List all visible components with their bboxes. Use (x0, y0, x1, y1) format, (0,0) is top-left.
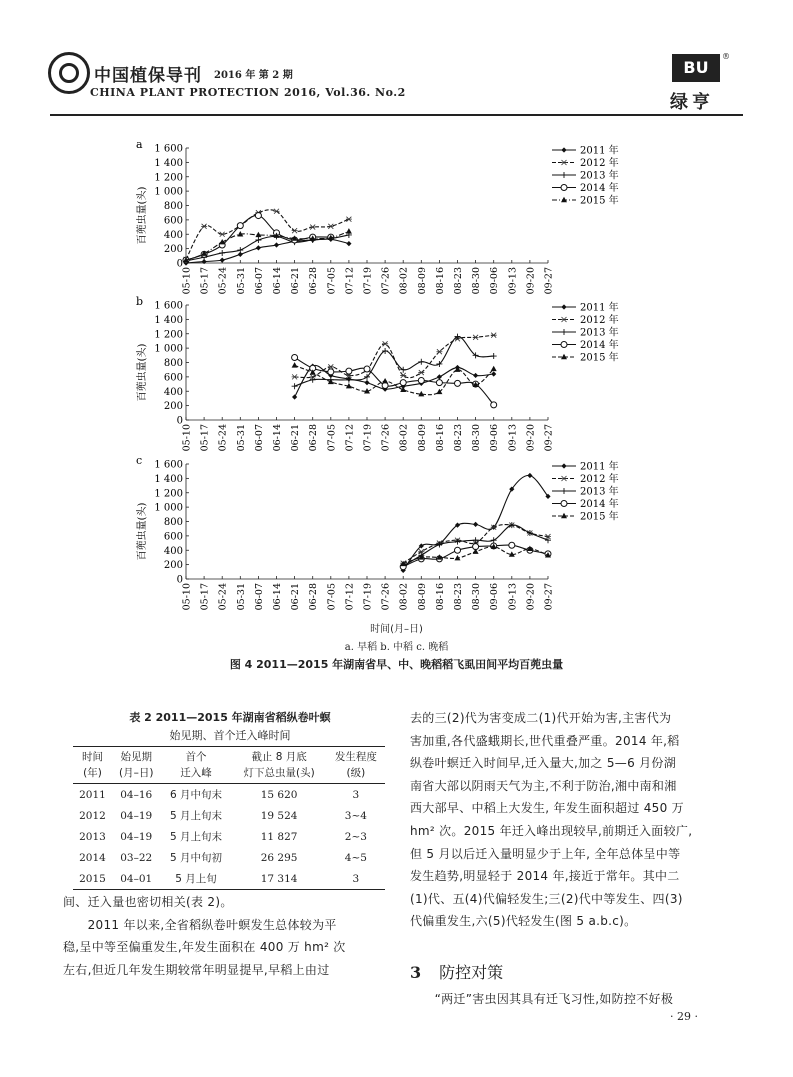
text-line: hm² 次。2015 年迁入峰出现较早,前期迁入面较广, (410, 823, 693, 838)
panel-label: c (136, 454, 143, 467)
x-tick-label: 06-07 (253, 583, 265, 611)
figure-xlabel: 时间(月–日) (370, 624, 423, 635)
table-cell: 2015 (79, 872, 106, 885)
x-tick-label: 06-07 (253, 424, 265, 452)
table-cell: 17 314 (260, 872, 298, 885)
legend-label: 2013 年 (580, 327, 619, 339)
y-tick-label: 400 (163, 386, 183, 398)
y-tick-label: 600 (163, 215, 183, 227)
marker-triangle (491, 366, 497, 371)
y-tick-label: 1 600 (154, 143, 183, 155)
x-tick-label: 09-13 (507, 424, 519, 452)
table-header-line: (月–日) (119, 767, 154, 779)
x-tick-label: 06-28 (308, 583, 320, 611)
x-tick-label: 06-14 (272, 583, 283, 611)
marker-star (328, 224, 334, 229)
table-2 (73, 746, 385, 890)
marker-star (201, 224, 207, 229)
marker-diamond (561, 147, 566, 152)
left-column-text (63, 891, 393, 981)
marker-star (310, 225, 316, 230)
table-cell: 4~5 (344, 851, 367, 864)
marker-plus (561, 329, 567, 335)
marker-plus (561, 172, 567, 178)
marker-star (561, 160, 567, 165)
marker-star (491, 333, 497, 338)
x-tick-label: 05-31 (235, 424, 247, 452)
x-tick-label: 05-10 (181, 267, 193, 295)
marker-diamond (437, 374, 442, 379)
x-tick-label: 07-26 (380, 424, 392, 452)
x-tick-label: 05-17 (199, 267, 211, 295)
marker-circle (455, 380, 461, 386)
table-header-line: (级) (346, 767, 366, 779)
marker-circle (364, 366, 370, 372)
x-tick-label: 07-12 (344, 267, 356, 295)
legend-label: 2013 年 (580, 486, 619, 498)
table-cell: 2011 (79, 788, 106, 801)
table-cell: 5 月上旬 (175, 873, 217, 885)
legend-label: 2012 年 (580, 474, 619, 485)
y-tick-label: 0 (176, 258, 183, 270)
table-header-line: 截止 8 月底 (251, 751, 307, 763)
marker-star (292, 228, 298, 233)
text-line: 西大部早、中稻上大发生, 年发生面积超过 450 万 (410, 801, 684, 816)
table-header-line: 始见期 (120, 751, 152, 763)
section-number: 3 (410, 963, 422, 982)
marker-plus (491, 353, 497, 359)
marker-circle (418, 377, 424, 383)
table-header-line: 首个 (185, 751, 207, 763)
marker-plus (491, 537, 497, 543)
journal-issue: 2016 年 第 2 期 (214, 70, 293, 81)
x-tick-label: 07-05 (326, 267, 338, 295)
marker-star (473, 335, 479, 340)
marker-triangle (346, 228, 352, 233)
text-line: 去的三(2)代为害变成二(1)代开始为害,主害代为 (410, 711, 672, 725)
journal-title-cn: 中国植保导刊 (94, 66, 202, 86)
table-title-line2: 始见期、首个迁入峰时间 (169, 729, 291, 742)
journal-title-en: CHINA PLANT PROTECTION 2016, Vol.36. No.2 (90, 86, 406, 99)
text-line: 但 5 月以后迁入量明显少于上年, 全年总体呈中等 (410, 846, 681, 861)
legend-label: 2014 年 (580, 183, 619, 194)
marker-plus (400, 367, 406, 373)
x-tick-label: 08-09 (416, 424, 428, 452)
x-tick-label: 08-30 (471, 583, 483, 611)
y-tick-label: 1 200 (154, 172, 183, 184)
x-tick-label: 05-10 (181, 424, 193, 452)
x-tick-label: 08-23 (453, 583, 464, 611)
y-tick-label: 0 (176, 415, 183, 427)
table-cell: 3 (352, 872, 360, 885)
legend-label: 2011 年 (580, 302, 619, 314)
y-tick-label: 0 (176, 574, 183, 586)
x-tick-label: 07-12 (344, 424, 356, 452)
marker-diamond (561, 304, 566, 309)
marker-circle (561, 342, 567, 348)
table-header-cell (112, 747, 161, 784)
y-tick-label: 1 400 (154, 314, 183, 326)
table-cell: 03–22 (120, 851, 153, 864)
section-paragraph: “两迁”害虫因其具有迁飞习性,如防控不好极 (410, 992, 674, 1006)
marker-diamond (292, 394, 297, 399)
marker-star (219, 232, 225, 237)
x-tick-label: 06-14 (272, 424, 283, 452)
marker-star (346, 217, 352, 222)
series-line-2011 (186, 239, 349, 263)
y-axis-label: 百蔸虫量(头) (137, 502, 148, 561)
table-header-line: 发生程度 (334, 751, 377, 763)
marker-diamond (346, 241, 351, 246)
marker-diamond (364, 380, 369, 385)
table-cell: 5 月上旬末 (170, 831, 223, 843)
figure-subcaption: a. 早稻 b. 中稻 c. 晚稻 (344, 642, 449, 653)
marker-circle (328, 369, 334, 375)
legend-label: 2012 年 (580, 315, 619, 326)
x-tick-label: 08-16 (434, 424, 446, 452)
y-tick-label: 400 (163, 229, 183, 241)
marker-plus (561, 488, 567, 494)
x-tick-label: 08-09 (416, 583, 428, 611)
y-tick-label: 600 (163, 372, 183, 384)
table-row (73, 805, 385, 826)
table-cell: 6 月中旬末 (170, 789, 223, 801)
table-cell: 2~3 (344, 830, 367, 843)
x-tick-label: 07-05 (326, 424, 338, 452)
legend-label: 2015 年 (580, 195, 619, 207)
x-tick-label: 09-27 (543, 424, 555, 452)
text-line: 发生趋势,明显轻于 2014 年,接近于常年。其中二 (410, 869, 680, 884)
x-tick-label: 09-13 (507, 267, 519, 295)
marker-star (274, 209, 280, 214)
table-cell: 04–19 (120, 830, 153, 843)
legend-label: 2013 年 (580, 170, 619, 182)
x-tick-label: 05-24 (217, 583, 229, 611)
table-header-cell (327, 747, 385, 784)
marker-diamond (561, 463, 566, 468)
y-tick-label: 1 000 (154, 502, 183, 514)
x-tick-label: 08-02 (398, 583, 410, 611)
legend-label: 2011 年 (580, 145, 619, 157)
table-header-cell (232, 747, 327, 784)
marker-diamond (473, 522, 478, 527)
x-tick-label: 05-17 (199, 424, 211, 452)
marker-plus (545, 537, 551, 543)
x-tick-label: 09-27 (543, 267, 555, 295)
x-tick-label: 07-19 (362, 424, 374, 452)
marker-circle (509, 542, 515, 548)
marker-diamond (256, 245, 261, 250)
x-tick-label: 08-23 (453, 424, 464, 452)
x-tick-label: 06-28 (308, 424, 320, 452)
table-cell: 19 524 (260, 809, 298, 822)
y-tick-label: 1 600 (154, 459, 183, 471)
marker-star (418, 370, 424, 375)
section-title: 防控对策 (439, 963, 504, 982)
marker-plus (255, 237, 261, 243)
marker-triangle (219, 239, 225, 244)
marker-triangle (382, 378, 388, 383)
x-tick-label: 08-02 (398, 267, 410, 295)
x-tick-label: 05-24 (217, 267, 229, 295)
y-tick-label: 200 (163, 401, 183, 413)
table-cell: 5 月中旬初 (170, 852, 223, 864)
y-tick-label: 1 200 (154, 329, 183, 341)
legend-label: 2012 年 (580, 158, 619, 169)
x-tick-label: 08-02 (398, 424, 410, 452)
table-cell: 2012 (79, 809, 106, 822)
marker-circle (455, 547, 461, 553)
panel-label: b (136, 295, 144, 308)
marker-circle (382, 383, 388, 389)
table-row (73, 784, 385, 806)
x-tick-label: 09-06 (489, 424, 501, 452)
marker-diamond (491, 371, 496, 376)
y-tick-label: 1 000 (154, 343, 183, 355)
y-tick-label: 200 (163, 244, 183, 256)
marker-star (400, 373, 406, 378)
marker-circle (561, 501, 567, 507)
table-header-line: 迁入峰 (180, 767, 212, 779)
brand-mark: BU (672, 54, 720, 82)
x-tick-label: 05-24 (217, 424, 229, 452)
marker-circle (292, 354, 298, 360)
figure-title: 图 4 2011—2015 年湖南省早、中、晚稻稻飞虱田间平均百蔸虫量 (229, 658, 564, 671)
x-tick-label: 09-20 (525, 424, 537, 452)
x-tick-label: 06-21 (290, 424, 302, 452)
legend-label: 2015 年 (580, 511, 619, 523)
x-tick-label: 08-30 (471, 424, 483, 452)
table-cell: 04–19 (120, 809, 153, 822)
text-line: 稳,呈中等至偏重发生,年发生面积在 400 万 hm² 次 (63, 940, 346, 955)
marker-circle (491, 402, 497, 408)
table-cell: 11 827 (260, 830, 298, 843)
legend-label: 2014 年 (580, 499, 619, 510)
x-tick-label: 09-20 (525, 583, 537, 611)
marker-triangle (292, 362, 298, 367)
text-line: 代偏重发生,六(5)代轻发生(图 5 a.b.c)。 (410, 914, 637, 929)
table-cell: 04–16 (120, 788, 153, 801)
x-tick-label: 06-28 (308, 267, 320, 295)
legend-label: 2015 年 (580, 352, 619, 364)
table-row (73, 868, 385, 890)
marker-star (292, 374, 298, 379)
table-header-cell (73, 747, 112, 784)
marker-star (561, 317, 567, 322)
x-tick-label: 06-21 (290, 583, 302, 611)
x-tick-label: 08-16 (434, 583, 446, 611)
x-tick-label: 07-26 (380, 267, 392, 295)
text-line: 间、迁入量也密切相关(表 2)。 (63, 895, 233, 909)
legend-label: 2014 年 (580, 340, 619, 351)
marker-diamond (527, 473, 532, 478)
y-tick-label: 600 (163, 531, 183, 543)
marker-star (382, 341, 388, 346)
x-tick-label: 09-06 (489, 583, 501, 611)
y-tick-label: 800 (163, 517, 183, 528)
y-axis-label: 百蔸虫量(头) (137, 186, 148, 245)
x-tick-label: 06-07 (253, 267, 265, 295)
table-row (73, 847, 385, 868)
x-tick-label: 08-09 (416, 267, 428, 295)
x-tick-label: 09-13 (507, 583, 519, 611)
x-tick-label: 07-26 (380, 583, 392, 611)
y-tick-label: 1 600 (154, 300, 183, 312)
section-heading (410, 960, 503, 983)
x-tick-label: 07-19 (362, 267, 374, 295)
x-tick-label: 09-06 (489, 267, 501, 295)
panel-label: a (136, 138, 143, 151)
series-line-2014 (295, 357, 494, 404)
text-line: 2011 年以来,全省稻纵卷叶螟发生总体较为平 (63, 917, 337, 932)
x-tick-label: 06-14 (272, 267, 283, 295)
page-number: · 29 · (670, 1010, 698, 1023)
table-cell: 2013 (79, 830, 106, 843)
table-header-row (73, 747, 385, 784)
marker-circle (255, 213, 261, 219)
right-column-text (410, 707, 735, 933)
x-tick-label: 05-31 (235, 267, 247, 295)
marker-plus (219, 250, 225, 256)
marker-triangle (255, 232, 261, 237)
x-tick-label: 07-19 (362, 583, 374, 611)
marker-circle (346, 368, 352, 374)
table-cell: 04–01 (120, 872, 153, 885)
marker-diamond (274, 242, 279, 247)
y-tick-label: 800 (163, 358, 183, 369)
legend-label: 2011 年 (580, 461, 619, 473)
text-line: 害加重,各代盛蛾期长,世代重叠严重。2014 年,稻 (410, 733, 680, 748)
x-tick-label: 08-30 (471, 267, 483, 295)
x-tick-label: 08-16 (434, 267, 446, 295)
y-tick-label: 800 (163, 201, 183, 212)
text-line: (1)代、五(4)代偏轻发生;三(2)代中等发生、四(3) (410, 891, 683, 906)
marker-diamond (220, 258, 225, 263)
table-cell: 3 (352, 788, 360, 801)
table-title-line1: 表 2 2011—2015 年湖南省稻纵卷叶螟 (129, 711, 331, 724)
table-cell: 3~4 (344, 809, 367, 822)
text-line: 纵卷叶螟迁入时间早,迁入量大,加之 5—6 月份湖 (410, 756, 677, 771)
marker-plus (382, 348, 388, 354)
x-tick-label: 07-12 (344, 583, 356, 611)
marker-diamond (473, 373, 478, 378)
x-tick-label: 05-17 (199, 583, 211, 611)
y-tick-label: 1 400 (154, 473, 183, 485)
table-header-line: 灯下总虫量(头) (243, 767, 315, 779)
x-tick-label: 05-31 (235, 583, 247, 611)
marker-circle (400, 380, 406, 386)
table-row (73, 826, 385, 847)
table-header-cell (161, 747, 232, 784)
y-tick-label: 200 (163, 560, 183, 572)
x-tick-label: 09-20 (525, 267, 537, 295)
marker-circle (436, 380, 442, 386)
x-tick-label: 06-21 (290, 267, 302, 295)
registered-icon: ® (722, 52, 730, 61)
y-tick-label: 1 000 (154, 186, 183, 198)
y-tick-label: 400 (163, 545, 183, 557)
table-cell: 15 620 (260, 788, 298, 801)
text-line: 左右,但近几年发生期较常年明显提早,早稻上由过 (63, 962, 330, 977)
marker-plus (292, 383, 298, 389)
y-axis-label: 百蔸虫量(头) (137, 343, 148, 402)
y-tick-label: 1 400 (154, 157, 183, 169)
series-line-2011 (295, 365, 494, 397)
table-cell: 26 295 (260, 851, 298, 864)
text-line: 南省大部以阴雨天气为主,不利于防治,湘中南和湘 (410, 778, 677, 793)
x-tick-label: 07-05 (326, 583, 338, 611)
table-cell: 2014 (79, 851, 106, 864)
x-tick-label: 08-23 (453, 267, 464, 295)
x-tick-label: 09-27 (543, 583, 555, 611)
table-header-line: 时间 (81, 751, 103, 763)
y-tick-label: 1 200 (154, 488, 183, 500)
marker-plus (237, 247, 243, 253)
brand-name: 绿亨 (670, 92, 714, 113)
table-cell: 5 月上旬末 (170, 810, 223, 822)
x-tick-label: 05-10 (181, 583, 193, 611)
marker-plus (418, 359, 424, 365)
marker-plus (455, 539, 461, 545)
marker-circle (561, 185, 567, 191)
marker-circle (237, 223, 243, 229)
marker-star (436, 349, 442, 354)
table-header-line: (年) (83, 767, 102, 779)
marker-star (561, 476, 567, 481)
